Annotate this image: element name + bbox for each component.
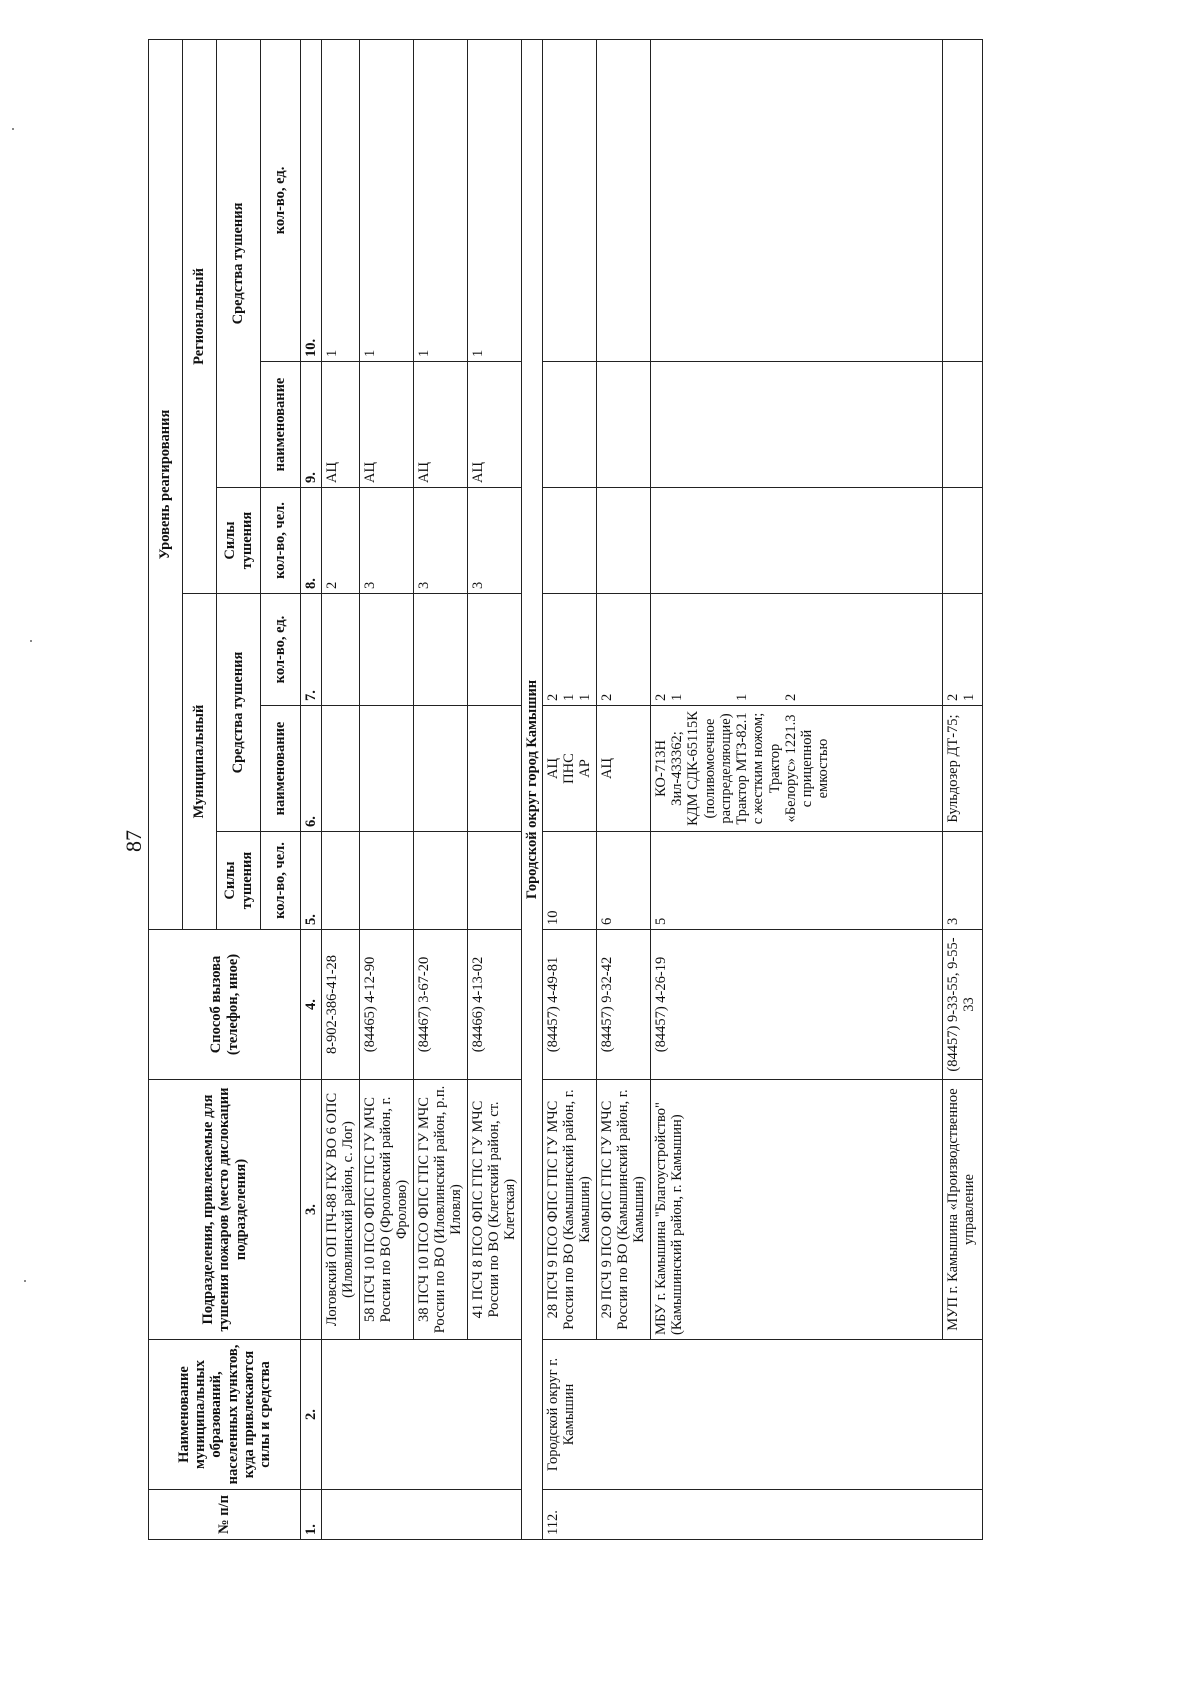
regional-qty-cell: 1: [359, 39, 413, 361]
table-cell: [942, 488, 982, 594]
column-number: 1.: [301, 1490, 322, 1540]
header-qty-units: кол-во, ед.: [261, 594, 301, 706]
regional-qty-cell: 1: [413, 39, 467, 361]
municipal-forces-cell: 6: [596, 832, 650, 930]
page-number: 87: [121, 830, 146, 852]
header-qty-people: кол-во, чел.: [261, 832, 301, 930]
table-row: [413, 39, 467, 1539]
header-municipality: Наименование муниципальных образований, населенных пунктов, куда привлекаются силы и средства: [149, 1340, 301, 1490]
entry-municipality: Городской округ г. Камышин: [542, 1340, 982, 1490]
column-number: 6.: [301, 706, 322, 832]
phone-cell: (84466) 4-13-02: [467, 930, 521, 1080]
scan-speck: [24, 1280, 26, 1282]
municipal-name-cell: АЦ ПНС АР: [542, 706, 596, 832]
header-units: Подразделения, привлекаемые для тушения пожаров (место дислокации подразделения): [149, 1080, 301, 1340]
regional-forces-cell: 3: [359, 488, 413, 594]
table-row: [467, 39, 521, 1539]
municipal-forces-cell: 10: [542, 832, 596, 930]
municipal-forces-cell: 5: [650, 832, 942, 930]
phone-cell: (84457) 4-26-19: [650, 930, 942, 1080]
header-name: наименование: [261, 362, 301, 488]
table-cell: [322, 1490, 521, 1540]
column-number: 3.: [301, 1080, 322, 1340]
header-means: Средства тушения: [217, 39, 261, 487]
table-cell: [542, 39, 596, 361]
municipal-qty-cell: 2 1 1: [542, 594, 596, 706]
regional-qty-cell: 1: [467, 39, 521, 361]
unit-cell: 58 ПСЧ 10 ПСО ФПС ГПС ГУ МЧС России по ВО (Фроловский район, г. Фролово): [359, 1080, 413, 1340]
table-cell: [467, 706, 521, 832]
column-number: 4.: [301, 930, 322, 1080]
regional-name-cell: АЦ: [322, 362, 359, 488]
phone-cell: (84467) 3-67-20: [413, 930, 467, 1080]
table-cell: [542, 488, 596, 594]
phone-cell: (84457) 4-49-81: [542, 930, 596, 1080]
response-forces-table: [148, 39, 983, 1540]
header-means: Средства тушения: [217, 594, 261, 832]
column-number: 8.: [301, 488, 322, 594]
table-cell: [467, 594, 521, 706]
regional-forces-cell: 3: [413, 488, 467, 594]
region-row: [521, 39, 542, 1539]
table-cell: [596, 39, 650, 361]
table-cell: [467, 832, 521, 930]
regional-forces-cell: 3: [467, 488, 521, 594]
column-number: 2.: [301, 1340, 322, 1490]
table-cell: [596, 362, 650, 488]
unit-cell: 29 ПСЧ 9 ПСО ФПС ГПС ГУ МЧС России по ВО (Камышинский район, г. Камышин): [596, 1080, 650, 1340]
table-cell: [942, 39, 982, 361]
table-row: [596, 39, 650, 1539]
table-cell: [322, 706, 359, 832]
column-number: 5.: [301, 832, 322, 930]
header-name: наименование: [261, 706, 301, 832]
table-row: [942, 39, 982, 1539]
phone-cell: (84457) 9-32-42: [596, 930, 650, 1080]
unit-cell: 28 ПСЧ 9 ПСО ФПС ГПС ГУ МЧС России по ВО (Камышинский район, г. Камышин): [542, 1080, 596, 1340]
municipal-qty-cell: 2 1 1 2: [650, 594, 942, 706]
municipal-name-cell: АЦ: [596, 706, 650, 832]
table-cell: [650, 488, 942, 594]
table-cell: [359, 706, 413, 832]
scan-speck: [12, 128, 14, 130]
header-number: № п/п: [149, 1490, 301, 1540]
header-forces: Силы тушения: [217, 488, 261, 594]
column-number: 9.: [301, 362, 322, 488]
header-municipal: Муниципальный: [183, 594, 217, 930]
municipal-qty-cell: 2: [596, 594, 650, 706]
table-cell: [359, 832, 413, 930]
header-response-level: Уровень реагирования: [149, 39, 183, 929]
phone-cell: 8-902-386-41-28: [322, 930, 359, 1080]
header-forces: Силы тушения: [217, 832, 261, 930]
column-number: 10.: [301, 39, 322, 361]
rotated-table-container: [148, 40, 1098, 1540]
regional-name-cell: АЦ: [359, 362, 413, 488]
municipal-name-cell: Бульдозер ДТ-75;: [942, 706, 982, 832]
table-row: [650, 39, 942, 1539]
regional-qty-cell: 1: [322, 39, 359, 361]
phone-cell: (84465) 4-12-90: [359, 930, 413, 1080]
region-title: Городской округ город Камышин: [521, 39, 542, 1539]
regional-name-cell: АЦ: [413, 362, 467, 488]
unit-cell: МУП г. Камышина «Производственное управление: [942, 1080, 982, 1340]
municipal-forces-cell: 3: [942, 832, 982, 930]
column-number: 7.: [301, 594, 322, 706]
scan-speck: [30, 640, 32, 642]
table-cell: [942, 362, 982, 488]
header-regional: Региональный: [183, 39, 217, 593]
unit-cell: Логовский ОП ПЧ-88 ГКУ ВО 6 ОПС (Иловлинский район, с. Лог): [322, 1080, 359, 1340]
table-cell: [322, 594, 359, 706]
table-cell: [650, 362, 942, 488]
unit-cell: 38 ПСЧ 10 ПСО ФПС ГПС ГУ МЧС России по ВО (Иловлинский район, р.п. Иловля): [413, 1080, 467, 1340]
regional-name-cell: АЦ: [467, 362, 521, 488]
header-qty-units: кол-во, ед.: [261, 39, 301, 361]
table-cell: [413, 832, 467, 930]
table-row: [359, 39, 413, 1539]
regional-forces-cell: 2: [322, 488, 359, 594]
unit-cell: МБУ г. Камышина "Благоустройство" (Камышинский район, г. Камышин): [650, 1080, 942, 1340]
table-cell: [413, 594, 467, 706]
entry-number: 112.: [542, 1490, 982, 1540]
table-cell: [413, 706, 467, 832]
table-row: [322, 39, 359, 1539]
table-cell: [322, 1340, 521, 1490]
table-cell: [650, 39, 942, 361]
table-cell: [542, 362, 596, 488]
unit-cell: 41 ПСЧ 8 ПСО ФПС ГПС ГУ МЧС России по ВО (Клетский район, ст. Клетская): [467, 1080, 521, 1340]
header-qty-people: кол-во, чел.: [261, 488, 301, 594]
phone-cell: (84457) 9-33-55, 9-55-33: [942, 930, 982, 1080]
table-row: [542, 39, 596, 1539]
municipal-qty-cell: 2 1: [942, 594, 982, 706]
table-cell: [322, 832, 359, 930]
table-cell: [596, 488, 650, 594]
municipal-name-cell: КО-713Н Зил-433362; КДМ СДК-65115К (поливомоечное распределяющие) Трактор МТЗ-82.1 с жестким ножом; Трактор «Белорус» 1221.3 с прицепной емкостью: [650, 706, 942, 832]
table-cell: [359, 594, 413, 706]
header-call-method: Способ вызова (телефон, иное): [149, 930, 301, 1080]
